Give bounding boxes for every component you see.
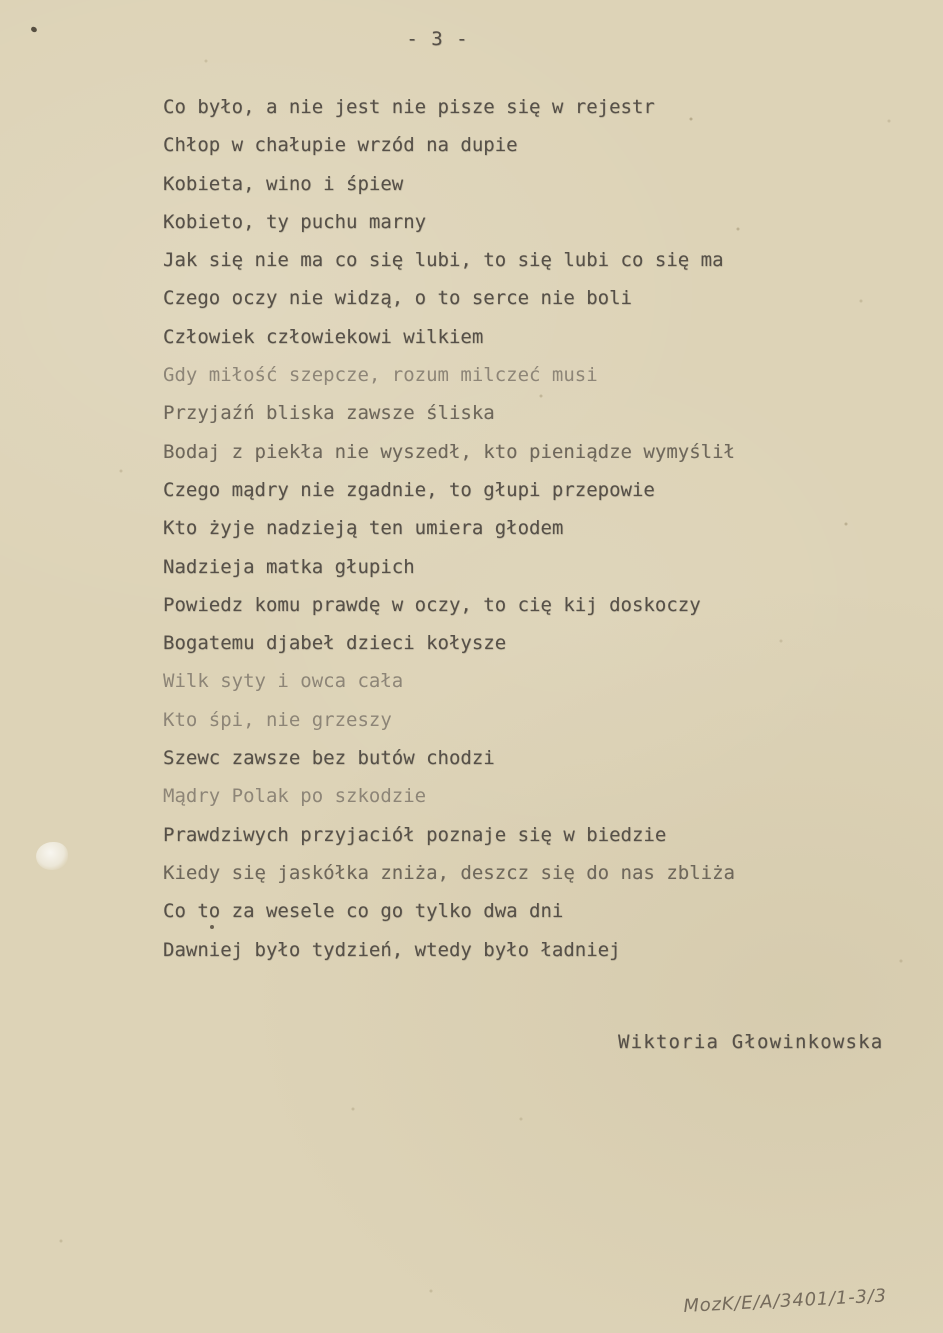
proverb-line: Kobieta, wino i śpiew [163, 172, 404, 195]
proverb-line: Bogatemu djabeł dzieci kołysze [163, 632, 507, 655]
proverb-line: Wilk syty i owca cała [163, 670, 404, 693]
proverb-list [163, 88, 883, 969]
proverb-line: Gdy miłość szepcze, rozum milczeć musi [163, 364, 598, 387]
proverb-line: Nadzieja matka głupich [163, 555, 415, 578]
proverb-line: Bodaj z piekła nie wyszedł, kto pieniądze wymyślił [163, 440, 735, 463]
proverb-line: Chłop w chałupie wrzód na dupie [163, 134, 518, 157]
proverb-line: Prawdziwych przyjaciół poznaje się w biedzie [163, 823, 667, 846]
ink-dot [210, 925, 214, 929]
proverb-line: Powiedz komu prawdę w oczy, to cię kij doskoczy [163, 593, 701, 616]
author-signature: Wiktoria Głowinkowska [618, 1031, 884, 1053]
proverb-line: Szewc zawsze bez butów chodzi [163, 747, 495, 770]
proverb-line: Kto żyje nadzieją ten umiera głodem [163, 517, 564, 540]
paper-fiber-specks [0, 0, 2, 2]
proverb-line: Co to za wesele co go tylko dwa dni [163, 900, 564, 923]
proverb-line: Jak się nie ma co się lubi, to się lubi co się ma [163, 249, 724, 272]
proverb-line: Co było, a nie jest nie pisze się w rejestr [163, 96, 655, 118]
proverb-line: Mądry Polak po szkodzie [163, 785, 427, 808]
proverb-line: Człowiek człowiekowi wilkiem [163, 325, 484, 348]
proverb-line: Kto śpi, nie grzeszy [163, 708, 392, 731]
archival-reference-handwritten: MozK/E/A/3401/1-3/3 [682, 1285, 888, 1317]
paper-damage-blob [36, 842, 68, 870]
page-number: - 3 - [406, 28, 469, 50]
proverb-line: Dawniej było tydzień, wtedy było ładniej [163, 938, 621, 961]
proverb-line: Czego mądry nie zgadnie, to głupi przepowie [163, 478, 655, 501]
proverb-line: Czego oczy nie widzą, o to serce nie boli [163, 287, 632, 310]
proverb-line: Kobieto, ty puchu marny [163, 210, 427, 233]
proverb-line: Kiedy się jaskółka zniża, deszcz się do nas zbliża [163, 861, 735, 884]
proverb-line: Przyjaźń bliska zawsze śliska [163, 402, 495, 425]
